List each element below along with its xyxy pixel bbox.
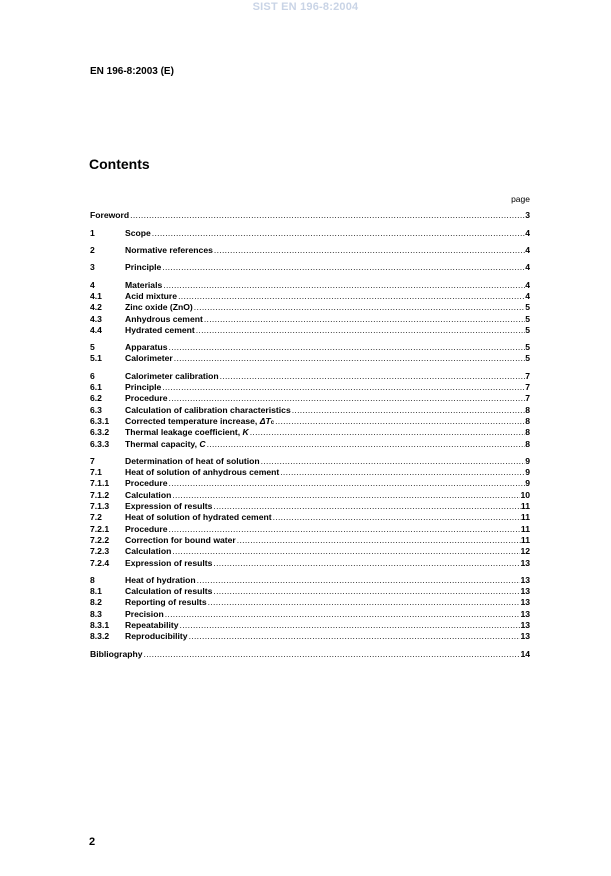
toc-entry-number: 7.2.2	[90, 534, 110, 545]
toc-entry[interactable]	[90, 478, 530, 489]
toc-dot-leader	[212, 586, 520, 597]
toc-entry-page: 13	[520, 557, 530, 568]
toc-entry-page: 5	[525, 302, 530, 313]
toc-entry-number: 6	[90, 370, 95, 381]
toc-entry-number: 8.3	[90, 608, 102, 619]
toc-dot-leader	[162, 280, 525, 291]
toc-entry-title: Calorimeter calibration	[125, 370, 219, 381]
toc-entry-page: 7	[525, 382, 530, 393]
toc-dot-leader	[212, 501, 521, 512]
toc-entry-title: Heat of solution of anhydrous cement	[125, 467, 280, 478]
toc-entry-number: 3	[90, 262, 95, 273]
toc-entry-page: 11	[520, 512, 530, 523]
toc-entry-page: 4	[525, 290, 530, 301]
toc-entry[interactable]	[90, 325, 530, 336]
toc-entry-number: 6.3	[90, 404, 102, 415]
toc-entry-page: 5	[525, 353, 530, 364]
toc-entry[interactable]	[90, 280, 530, 291]
toc-dot-leader	[171, 546, 520, 557]
toc-entry[interactable]	[90, 291, 530, 302]
toc-entry-title: Reproducibility	[125, 631, 188, 642]
toc-dot-leader	[219, 371, 526, 382]
table-of-contents	[90, 210, 530, 660]
toc-entry-title: Zinc oxide (ZnO)	[125, 302, 193, 313]
toc-dot-leader	[274, 416, 525, 427]
toc-entry[interactable]	[90, 586, 530, 597]
toc-entry-page: 8	[525, 427, 530, 438]
contents-heading: Contents	[89, 156, 150, 172]
toc-entry[interactable]	[90, 546, 530, 557]
toc-entry-number: 7.1.1	[90, 478, 110, 489]
toc-entry-page: 10	[520, 489, 530, 500]
toc-dot-leader	[168, 393, 526, 404]
toc-dot-leader	[260, 456, 526, 467]
toc-dot-leader	[168, 342, 526, 353]
toc-entry[interactable]	[90, 245, 530, 256]
toc-entry-number: 4.4	[90, 324, 102, 335]
toc-entry-number: 4.3	[90, 313, 102, 324]
toc-entry-page: 4	[525, 262, 530, 273]
toc-dot-leader	[195, 325, 525, 336]
toc-entry-title: Procedure	[125, 523, 168, 534]
toc-entry-page: 11	[520, 534, 530, 545]
toc-dot-leader	[129, 210, 525, 221]
toc-entry-page: 13	[520, 574, 530, 585]
watermark: SIST EN 196-8:2004	[252, 1, 359, 13]
toc-entry-number: 6.3.3	[90, 438, 110, 449]
toc-entry-page: 9	[525, 467, 530, 478]
toc-dot-leader	[291, 405, 525, 416]
toc-dot-leader	[206, 439, 526, 450]
toc-entry-title: Principle	[125, 262, 162, 273]
toc-entry-page: 4	[525, 245, 530, 256]
toc-entry-title: Calculation of calibration characteristics	[125, 404, 291, 415]
toc-entry-title: Heat of hydration	[125, 574, 196, 585]
toc-entry-page: 11	[520, 523, 530, 534]
toc-entry-number: 6.2	[90, 393, 102, 404]
toc-dot-leader	[236, 535, 521, 546]
toc-entry[interactable]	[90, 649, 530, 660]
toc-entry-title: Bibliography	[90, 648, 143, 659]
toc-entry-title: Precision	[125, 608, 164, 619]
toc-entry-title: Calculation	[125, 546, 172, 557]
toc-entry-page: 14	[520, 648, 530, 659]
toc-entry-number: 8.2	[90, 597, 102, 608]
toc-entry-page: 8	[525, 404, 530, 415]
toc-entry-number: 8.3.2	[90, 631, 110, 642]
toc-entry-title: Hydrated cement	[125, 324, 195, 335]
toc-entry[interactable]	[90, 575, 530, 586]
toc-entry-title: Acid mixture	[125, 290, 178, 301]
toc-entry-number: 8.3.1	[90, 620, 110, 630]
toc-entry-number: 5	[90, 342, 95, 353]
toc-entry-title: Corrected temperature increase, ΔT	[125, 415, 271, 426]
toc-entry[interactable]	[90, 427, 530, 438]
toc-entry-page: 7	[525, 370, 530, 381]
toc-entry-number: 7.2.3	[90, 546, 110, 557]
toc-entry-number: 7.2.4	[90, 557, 110, 568]
toc-entry-subscript: c	[270, 419, 275, 426]
toc-entry-page: 13	[520, 631, 530, 642]
toc-entry-page: 5	[525, 313, 530, 324]
toc-dot-leader	[177, 291, 525, 302]
toc-entry-number: 2	[90, 245, 95, 256]
toc-entry-number: 6.3.2	[90, 427, 110, 438]
toc-entry-number: 7.1	[90, 467, 102, 478]
toc-entry[interactable]	[90, 501, 530, 512]
toc-entry-title: Principle	[125, 382, 162, 393]
toc-entry-page: 8	[525, 438, 530, 449]
toc-entry-page: 9	[525, 455, 530, 466]
toc-entry-number: 4.2	[90, 302, 102, 313]
toc-entry-number: 8	[90, 574, 95, 585]
toc-entry-title: Heat of solution of hydrated cement	[125, 512, 272, 523]
toc-entry-page: 13	[520, 597, 530, 608]
toc-entry-title: Thermal leakage coefficient, K	[125, 427, 249, 438]
toc-dot-leader	[207, 597, 521, 608]
toc-dot-leader	[168, 478, 526, 489]
toc-entry-title: Anhydrous cement	[125, 313, 203, 324]
toc-dot-leader	[173, 353, 525, 364]
toc-entry[interactable]	[90, 371, 530, 382]
toc-entry-title: Procedure	[125, 393, 168, 404]
toc-entry-page: 7	[525, 393, 530, 404]
toc-entry[interactable]	[90, 382, 530, 393]
toc-entry-title: Procedure	[125, 478, 168, 489]
toc-dot-leader	[193, 302, 525, 313]
toc-dot-leader	[179, 620, 521, 631]
toc-entry-title: Reporting of results	[125, 597, 207, 608]
toc-entry-page: 9	[525, 478, 530, 489]
toc-entry[interactable]	[90, 416, 530, 427]
toc-entry-number: 5.1	[90, 353, 102, 364]
toc-entry[interactable]	[90, 262, 530, 273]
toc-entry[interactable]	[90, 631, 530, 642]
toc-entry[interactable]	[90, 597, 530, 608]
toc-dot-leader	[171, 490, 520, 501]
toc-entry-title: Determination of heat of solution	[125, 455, 260, 466]
toc-entry[interactable]	[90, 302, 530, 313]
toc-dot-leader	[212, 558, 520, 569]
toc-entry-number: 7.1.3	[90, 501, 110, 512]
toc-entry-number: 4	[90, 279, 95, 290]
toc-entry-page: 5	[525, 342, 530, 353]
toc-dot-leader	[188, 631, 521, 642]
toc-entry-number: 7.2.1	[90, 523, 110, 534]
toc-entry-number: 7.2	[90, 512, 102, 523]
toc-entry-title: Calorimeter	[125, 353, 173, 364]
toc-entry-page: 5	[525, 324, 530, 335]
toc-dot-leader	[168, 524, 521, 535]
toc-entry-title: Foreword	[90, 210, 130, 220]
toc-entry[interactable]	[90, 314, 530, 325]
toc-entry[interactable]	[90, 405, 530, 416]
toc-entry[interactable]	[90, 228, 530, 239]
toc-entry-page: 8	[525, 415, 530, 426]
toc-entry-page: 13	[520, 608, 530, 619]
toc-dot-leader	[213, 245, 525, 256]
toc-dot-leader	[161, 382, 525, 393]
toc-entry-title: Expression of results	[125, 501, 213, 512]
document-id: EN 196-8:2003 (E)	[90, 66, 174, 77]
toc-entry-title: Calculation of results	[125, 586, 213, 597]
toc-entry-title: Repeatability	[125, 620, 179, 630]
toc-dot-leader	[279, 467, 525, 478]
toc-entry-title: Expression of results	[125, 557, 213, 568]
toc-dot-leader	[196, 575, 521, 586]
toc-entry[interactable]	[90, 342, 530, 353]
toc-entry[interactable]	[90, 535, 530, 546]
toc-entry-number: 8.1	[90, 586, 102, 597]
page-number: 2	[89, 836, 96, 848]
toc-entry-title: Materials	[125, 279, 163, 290]
toc-dot-leader	[161, 262, 525, 273]
toc-entry[interactable]	[90, 490, 530, 501]
toc-entry-title: Normative references	[125, 245, 213, 256]
toc-entry-page: 13	[520, 586, 530, 597]
toc-entry-page: 13	[520, 620, 530, 630]
toc-entry-page: 12	[520, 546, 530, 557]
toc-entry[interactable]	[90, 524, 530, 535]
toc-entry-title: Correction for bound water	[125, 534, 236, 545]
toc-entry-number: 7	[90, 455, 95, 466]
page-column-label: page	[511, 194, 530, 204]
toc-dot-leader	[151, 228, 525, 239]
toc-entry[interactable]	[90, 456, 530, 467]
toc-entry-page: 4	[525, 279, 530, 290]
toc-entry-number: 4.1	[90, 290, 102, 301]
toc-entry-page: 3	[525, 210, 530, 220]
toc-entry-number: 6.1	[90, 382, 102, 393]
toc-dot-leader	[203, 314, 525, 325]
toc-entry[interactable]	[90, 353, 530, 364]
toc-entry[interactable]	[90, 439, 530, 450]
toc-entry-title: Calculation	[125, 489, 172, 500]
toc-entry[interactable]	[90, 467, 530, 478]
toc-entry-page: 11	[520, 501, 530, 512]
toc-entry[interactable]	[90, 620, 530, 631]
toc-dot-leader	[164, 609, 521, 620]
toc-dot-leader	[143, 649, 521, 660]
toc-entry[interactable]	[90, 393, 530, 404]
toc-entry-page: 4	[525, 227, 530, 238]
toc-entry[interactable]	[90, 558, 530, 569]
toc-entry-number: 1	[90, 227, 95, 238]
toc-entry-title: Apparatus	[125, 342, 168, 353]
toc-entry[interactable]	[90, 609, 530, 620]
toc-entry[interactable]	[90, 512, 530, 523]
toc-entry-title: Scope	[125, 227, 151, 238]
toc-entry[interactable]	[90, 210, 530, 221]
toc-entry-number: 7.1.2	[90, 489, 110, 500]
toc-entry-title: Thermal capacity, C	[125, 438, 206, 449]
toc-entry-number: 6.3.1	[90, 415, 110, 426]
toc-dot-leader	[272, 512, 521, 523]
toc-dot-leader	[249, 427, 526, 438]
